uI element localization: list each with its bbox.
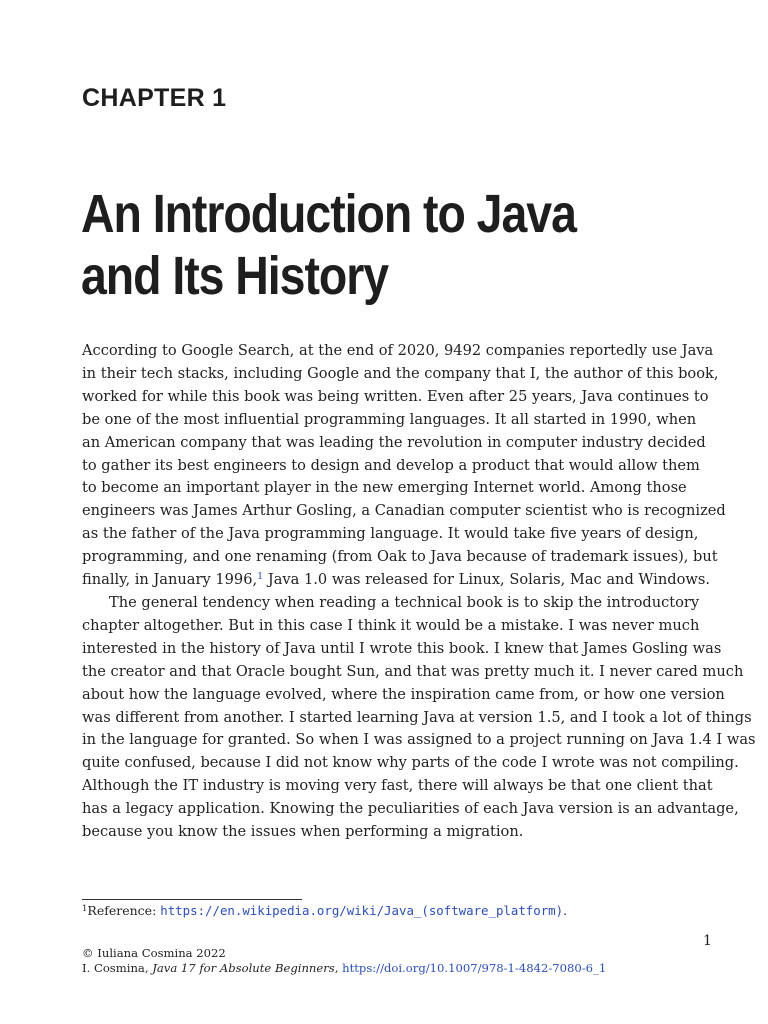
- paragraph-2: [82, 592, 756, 844]
- text-line: has a legacy application. Knowing the peculiarities of each Java version is an advantage,: [82, 800, 739, 818]
- text-line: interested in the history of Java until I wrote this book. I knew that James Gosling was: [82, 639, 722, 657]
- footnote-reference-link[interactable]: 1: [257, 571, 264, 583]
- page-number: 1: [703, 933, 712, 949]
- text-line: programming, and one renaming (from Oak to Java because of trademark issues), but: [82, 548, 718, 566]
- text-line: as the father of the Java programming language. It would take five years of design,: [82, 525, 699, 543]
- text-line: [82, 569, 722, 592]
- doi-link[interactable]: https://doi.org/10.1007/978-1-4842-7080-6_1: [342, 961, 607, 975]
- text-line: be one of the most influential programming languages. It all started in 1990, when: [82, 410, 697, 428]
- text-line: Although the IT industry is moving very fast, there will always be that one client that: [82, 777, 713, 795]
- chapter-title: [81, 183, 614, 307]
- text-line: was different from another. I started learning Java at version 1.5, and I took a lot of things: [82, 708, 752, 726]
- text-line: the creator and that Oracle bought Sun, and that was pretty much it. I never cared much: [82, 662, 744, 680]
- footnote-label: Reference:: [87, 903, 161, 918]
- text-fragment: finally, in January 1996,: [82, 571, 258, 589]
- text-line: an American company that was leading the revolution in computer industry decided: [82, 433, 706, 451]
- footnote-end: .: [563, 903, 568, 918]
- text-line: chapter altogether. But in this case I think it would be a mistake. I was never much: [82, 616, 700, 634]
- text-line: quite confused, because I did not know why parts of the code I wrote was not compiling.: [82, 754, 739, 772]
- footnote-divider: [82, 899, 302, 900]
- text-line: because you know the issues when performing a migration.: [82, 823, 524, 841]
- footnote: [82, 903, 567, 918]
- chapter-title-line-1: An Introduction to Java: [81, 184, 576, 244]
- body-text: [82, 340, 756, 844]
- text-line: engineers was James Arthur Gosling, a Canadian computer scientist who is recognized: [82, 502, 726, 520]
- copyright-line: © Iuliana Cosmina 2022: [82, 946, 226, 960]
- footnote-url-link[interactable]: https://en.wikipedia.org/wiki/Java_(software_platform): [160, 903, 564, 918]
- citation-author: I. Cosmina,: [82, 961, 153, 975]
- text-line: to gather its best engineers to design and develop a product that would allow them: [82, 456, 700, 474]
- text-line: According to Google Search, at the end of 2020, 9492 companies reportedly use Java: [82, 342, 714, 359]
- citation-separator: ,: [334, 961, 343, 975]
- text-line: worked for while this book was being written. Even after 25 years, Java continues to: [82, 387, 709, 405]
- text-line: in their tech stacks, including Google and the company that I, the author of this book,: [82, 364, 719, 382]
- text-line: to become an important player in the new emerging Internet world. Among those: [82, 479, 687, 497]
- copyright-block: [82, 946, 606, 976]
- chapter-title-line-2: and Its History: [81, 246, 389, 306]
- chapter-label: CHAPTER 1: [82, 84, 227, 112]
- citation-book-title: Java 17 for Absolute Beginners: [152, 961, 335, 975]
- footnote-number: 1: [82, 904, 88, 914]
- citation-line: [82, 961, 606, 976]
- text-line: The general tendency when reading a technical book is to skip the introductory: [109, 593, 700, 611]
- text-fragment: Java 1.0 was released for Linux, Solaris, Mac and Windows.: [263, 571, 710, 589]
- text-line: about how the language evolved, where the inspiration came from, or how one version: [82, 685, 725, 703]
- paragraph-1: [82, 340, 726, 592]
- text-line: in the language for granted. So when I was assigned to a project running on Java 1.4 I was: [82, 731, 756, 749]
